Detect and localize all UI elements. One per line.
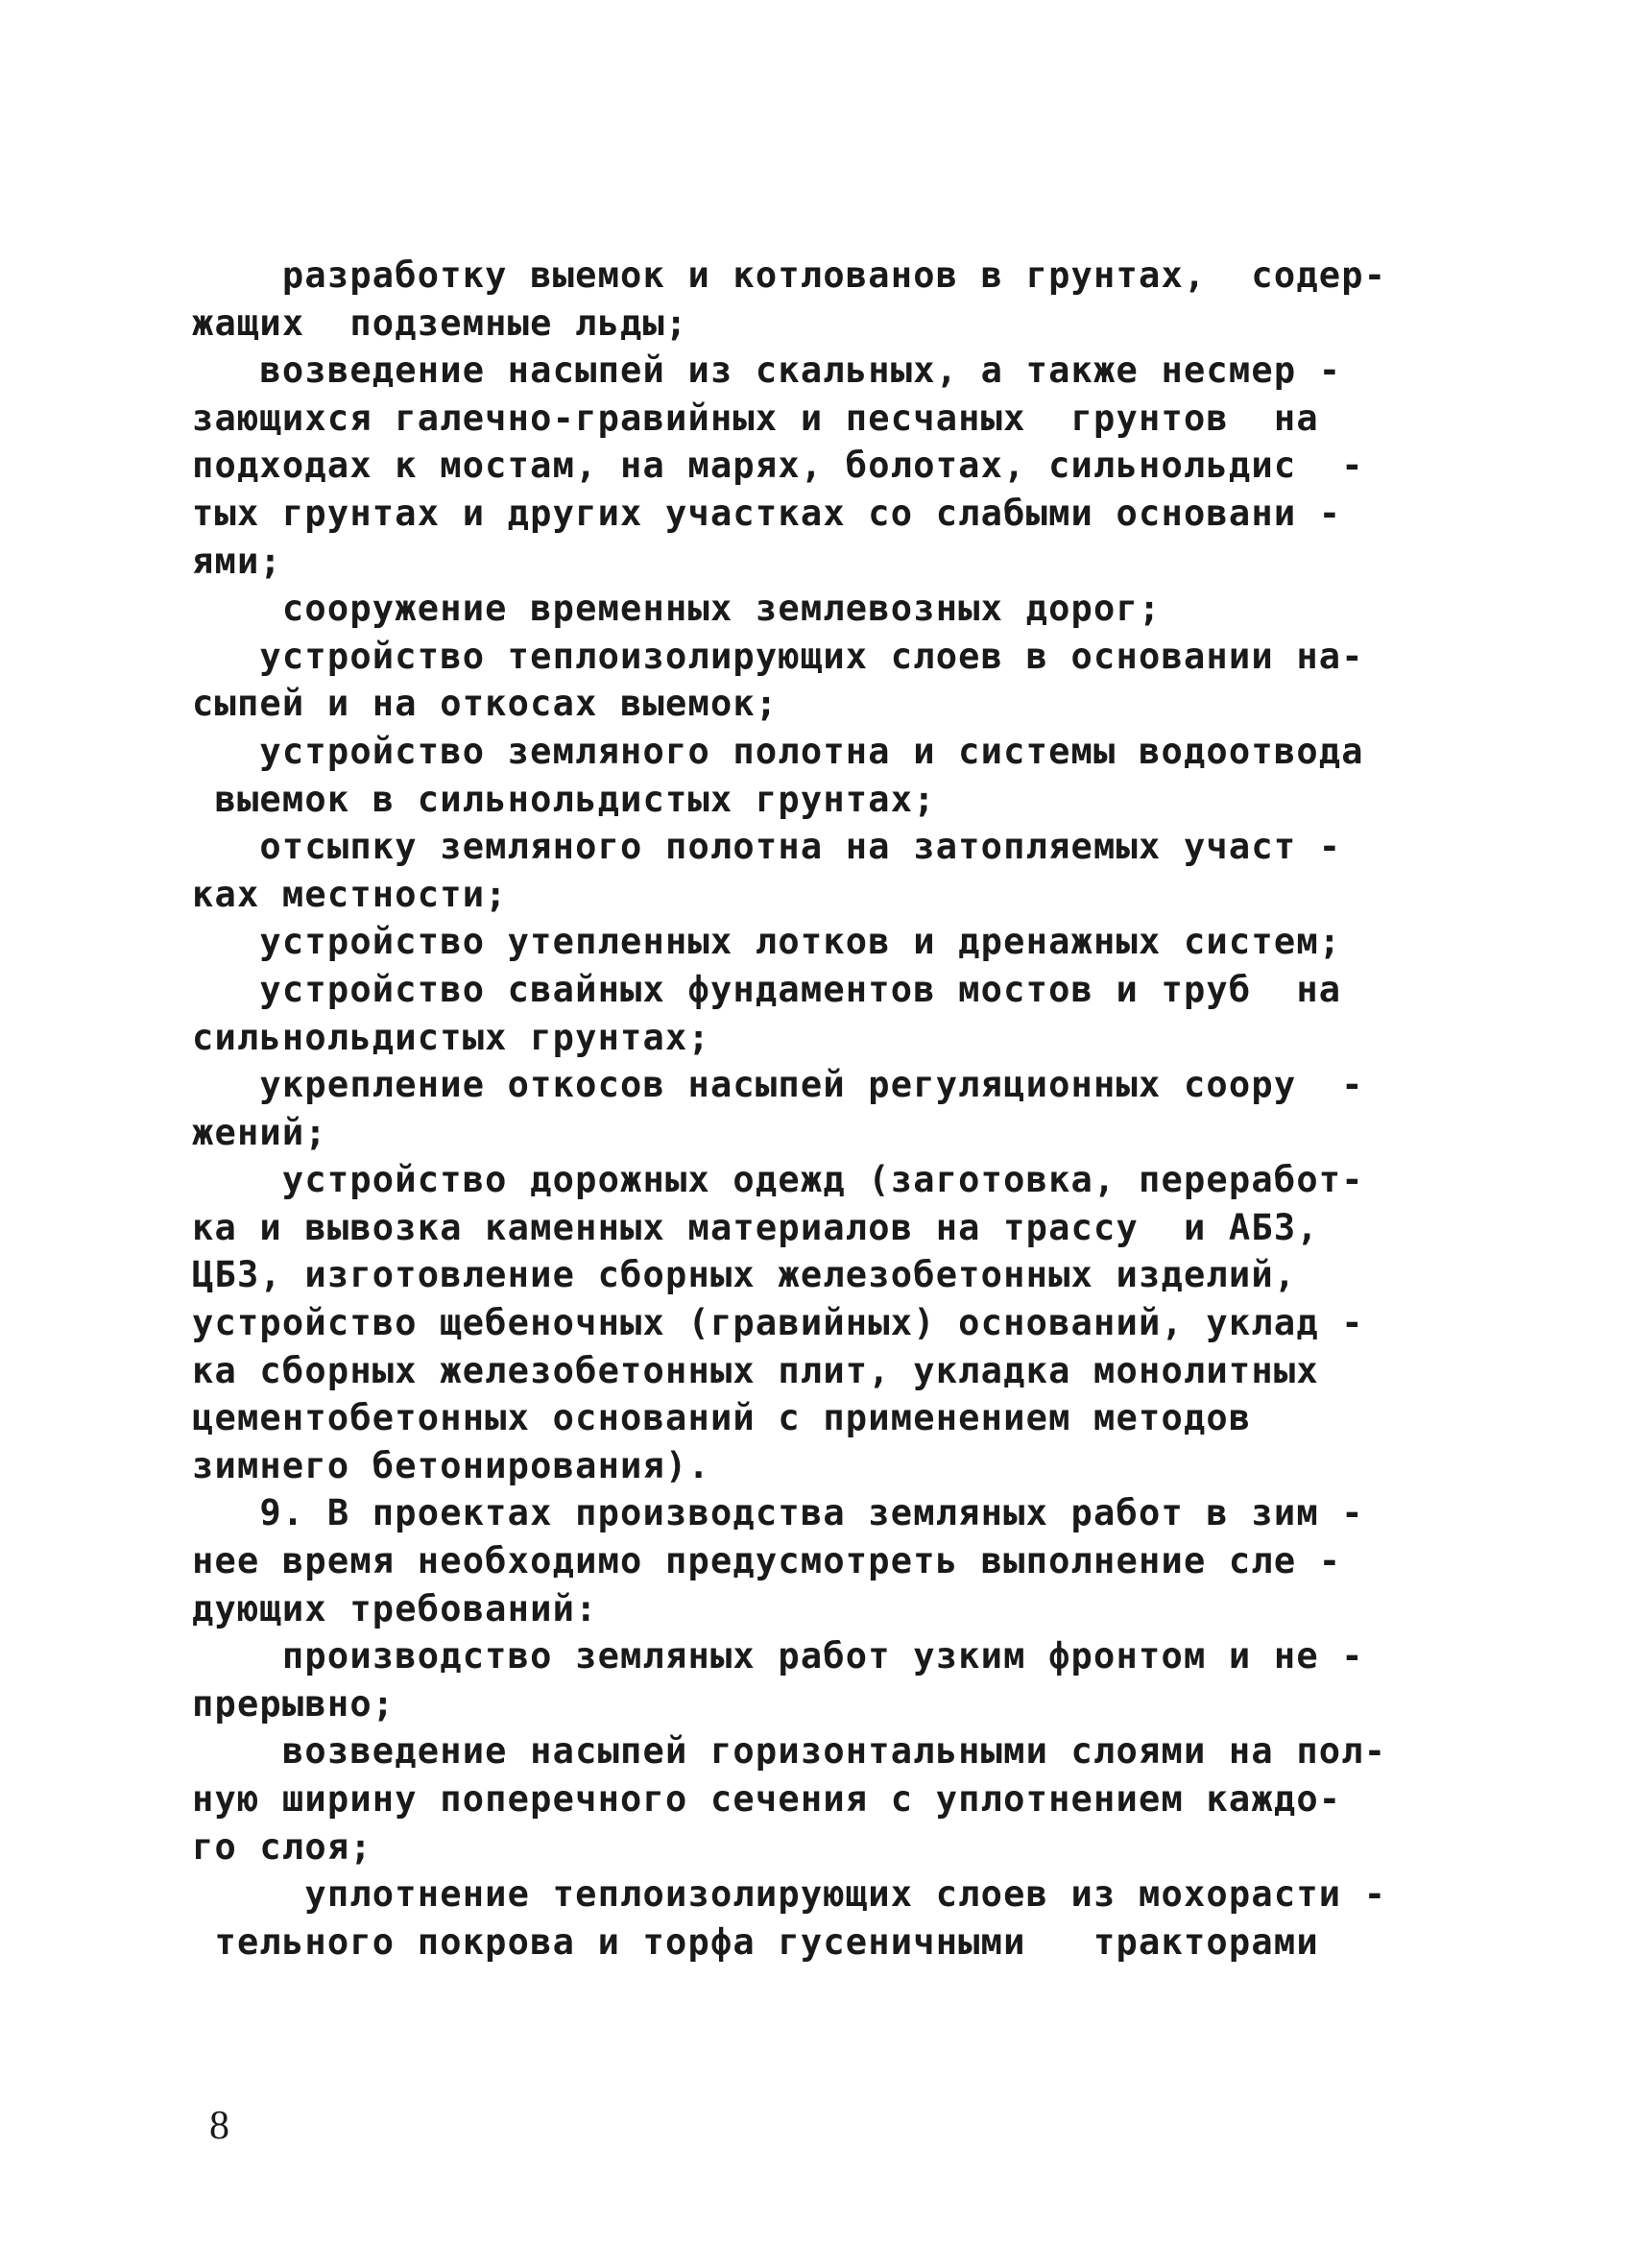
text-line: зающихся галечно-гравийных и песчаных грунтов на <box>192 397 1319 439</box>
text-line: нее время необходимо предусмотреть выполнение сле - <box>192 1540 1342 1582</box>
text-line: ями; <box>192 540 282 582</box>
text-line: устройство свайных фундаментов мостов и труб на <box>192 968 1342 1010</box>
text-line: возведение насыпей горизонтальными слоями на пол- <box>192 1730 1387 1773</box>
text-line: прерывно; <box>192 1682 396 1725</box>
body-text <box>192 252 1430 1966</box>
text-line: устройство дорожных одежд (заготовка, переработ- <box>192 1159 1364 1201</box>
text-line: ках местности; <box>192 873 508 915</box>
text-line: го слоя; <box>192 1825 372 1868</box>
text-line: 9. В проектах производства земляных работ в зим - <box>192 1492 1364 1534</box>
text-line: жений; <box>192 1111 327 1153</box>
text-line: дующих требований: <box>192 1587 598 1629</box>
text-line: сыпей и на откосах выемок; <box>192 683 779 725</box>
text-line: разработку выемок и котлованов в грунтах, содер- <box>192 254 1387 296</box>
text-line: подходах к мостам, на марях, болотах, сильнольдис - <box>192 445 1364 487</box>
text-line: тых грунтах и других участках со слабыми основани - <box>192 492 1342 534</box>
text-line: зимнего бетонирования). <box>192 1444 710 1486</box>
text-line: сооружение временных землевозных дорог; <box>192 588 1162 630</box>
text-line: ЦБЗ, изготовление сборных железобетонных изделий, <box>192 1254 1297 1296</box>
text-line: ка и вывозка каменных материалов на трассу и АБЗ, <box>192 1206 1319 1248</box>
text-line: устройство земляного полотна и системы водоотвода <box>192 730 1364 772</box>
text-line: жащих подземные льды; <box>192 302 688 344</box>
text-line: производство земляных работ узким фронтом и не - <box>192 1635 1364 1677</box>
text-line: возведение насыпей из скальных, а также несмер - <box>192 350 1342 392</box>
text-line: уплотнение теплоизолирующих слоев из мохорасти - <box>192 1873 1387 1916</box>
text-line: устройство щебеночных (гравийных) оснований, уклад - <box>192 1302 1364 1344</box>
text-line: устройство теплоизолирующих слоев в основании на- <box>192 635 1364 677</box>
text-line: отсыпку земляного полотна на затопляемых участ - <box>192 826 1342 868</box>
text-line: ка сборных железобетонных плит, укладка монолитных <box>192 1349 1319 1391</box>
text-line: ную ширину поперечного сечения с уплотнением каждо- <box>192 1778 1342 1820</box>
page-number: 8 <box>209 2104 229 2148</box>
text-line: устройство утепленных лотков и дренажных систем; <box>192 921 1342 963</box>
text-line: цементобетонных оснований с применением методов <box>192 1397 1252 1439</box>
text-line: сильнольдистых грунтах; <box>192 1016 710 1058</box>
text-line: тельного покрова и торфа гусеничными тракторами <box>192 1920 1319 1963</box>
text-line: выемок в сильнольдистых грунтах; <box>192 778 936 820</box>
text-line: укрепление откосов насыпей регуляционных соору - <box>192 1064 1364 1106</box>
